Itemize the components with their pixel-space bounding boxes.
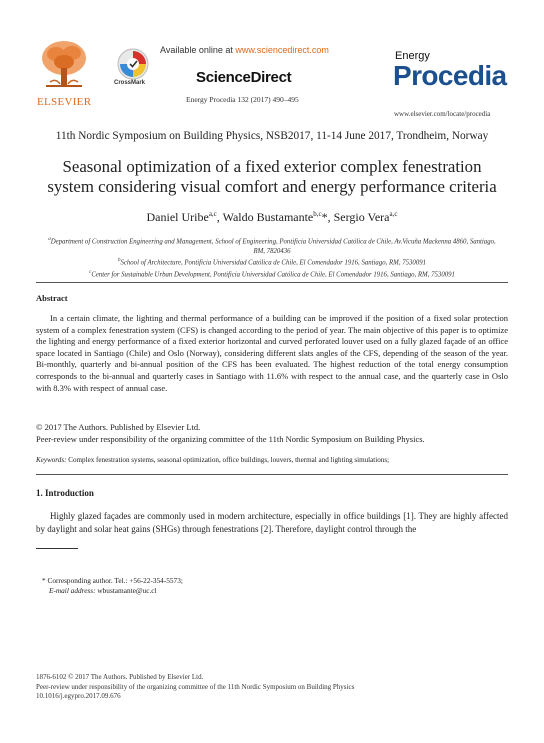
footnote-divider xyxy=(36,548,78,549)
peer-review-notice: Peer-review under responsibility of the organizing committee of the 11th Nordic Symposium on Building Physics. xyxy=(36,434,425,444)
abstract-heading: Abstract xyxy=(36,293,68,303)
author-name: Sergio Vera xyxy=(333,210,390,224)
sciencedirect-wordmark: ScienceDirect xyxy=(196,69,292,86)
keywords-label: Keywords: xyxy=(36,456,67,464)
divider xyxy=(36,282,508,283)
author-affil-mark: a,c xyxy=(208,210,217,218)
author-affil-mark: a,c xyxy=(389,210,398,218)
copyright-notice: © 2017 The Authors. Published by Elsevier Ltd. xyxy=(36,422,201,432)
affiliation-mark: b xyxy=(117,258,121,264)
keywords xyxy=(36,456,389,464)
footer-issn: 1876-6102 © 2017 The Authors. Published by Elsevier Ltd. xyxy=(36,673,204,681)
author-name: Daniel Uribe xyxy=(146,210,209,224)
author-affil-mark: b,c xyxy=(313,210,322,218)
introduction-body: Highly glazed façades are commonly used in modern architecture, especially in office buildings [1]. They are highly affected by daylight and solar heat gains (SHGs) through fenestrations [2]. Therefore, daylight control through the xyxy=(36,511,508,534)
author-name: Waldo Bustamante xyxy=(222,210,314,224)
affiliation-mark: c xyxy=(89,270,92,276)
affiliation xyxy=(42,256,502,268)
conference-line: 11th Nordic Symposium on Building Physics, NSB2017, 11-14 June 2017, Trondheim, Norway xyxy=(55,130,489,142)
journal-citation: Energy Procedia 132 (2017) 490–495 xyxy=(186,95,299,104)
affiliation xyxy=(42,235,502,256)
author-separator: *, xyxy=(321,210,334,224)
title-line: system considering visual comfort and energy performance criteria xyxy=(47,177,497,196)
crossmark-icon[interactable] xyxy=(117,48,149,80)
affiliation-text: Center for Sustainable Urban Development, Pontificia Universidad Católica de Chile, El Comendador 1916, Santiago, RM, 7530091 xyxy=(91,271,455,279)
footer-peer-review: Peer-review under responsibility of the organizing committee of the 11th Nordic Symposium on Building Physics xyxy=(36,683,355,691)
paper-title xyxy=(0,157,544,197)
author-list xyxy=(0,210,544,225)
elsevier-wordmark: ELSEVIER xyxy=(37,96,92,108)
author-separator: , xyxy=(216,210,223,224)
affiliation-text: Department of Construction Engineering and Management, School of Engineering, Pontificia Universidad Católica de Chile, Av.Vicuña Mackenna 4860, Santiago, RM, 7820436 xyxy=(50,238,496,255)
affiliations xyxy=(42,235,502,280)
available-online-prefix: Available online at xyxy=(160,45,236,55)
keywords-list: Complex fenestration systems, seasonal optimization, office buildings, louvers, thermal and lighting simulations; xyxy=(66,456,390,464)
divider xyxy=(36,474,508,475)
energy-procedia-logo-top: Energy xyxy=(395,50,430,62)
affiliation-mark: a xyxy=(48,237,51,242)
journal-url[interactable]: www.elsevier.com/locate/procedia xyxy=(394,110,491,118)
corresponding-email xyxy=(49,586,157,595)
crossmark-label: CrossMark xyxy=(114,80,146,86)
abstract-body: In a certain climate, the lighting and thermal performance of a building can be improved if the position of a fixed solar protection system of a complex fenestration system (CFS) is changed according to the period of year. The main objective of this paper is to optimize the lighting and energy performance of a fixed exterior horizontal and curved perforated louver used on a fully glazed façade of an office space located in Santiago (Chile) and Oslo (Norway), considering different slats angles of the CFS, depending of the season of the year. Bi-monthly, quarterly and bi-annual position of the CFS has been evaluated. The highest reduction of the total energy consumption corresponds to the bi-annual and quarterly cases in Santiago with 11.6% with respect to the annual case, and the quarterly case in Oslo with 8.3% with respect of annual case. xyxy=(36,313,508,393)
email-address[interactable]: wbustamante@uc.cl xyxy=(95,586,157,595)
energy-procedia-logo-main: Procedia xyxy=(393,60,507,91)
section-heading-introduction: 1. Introduction xyxy=(36,488,94,498)
title-line: Seasonal optimization of a fixed exterior complex fenestration xyxy=(62,157,482,176)
footer-doi[interactable]: 10.1016/j.egypro.2017.09.676 xyxy=(36,692,121,700)
sciencedirect-link[interactable]: www.sciencedirect.com xyxy=(235,45,329,55)
affiliation-text: School of Architecture, Pontificia Universidad Católica de Chile, El Comendador 1916, Santiago, RM, 7530091 xyxy=(120,259,427,267)
email-label: E-mail address: xyxy=(49,586,96,595)
corresponding-author-note: * Corresponding author. Tel.: +56-22-354-5573; xyxy=(42,576,183,585)
elsevier-tree-logo xyxy=(36,38,92,90)
available-online-line xyxy=(160,45,329,55)
affiliation xyxy=(42,268,502,280)
